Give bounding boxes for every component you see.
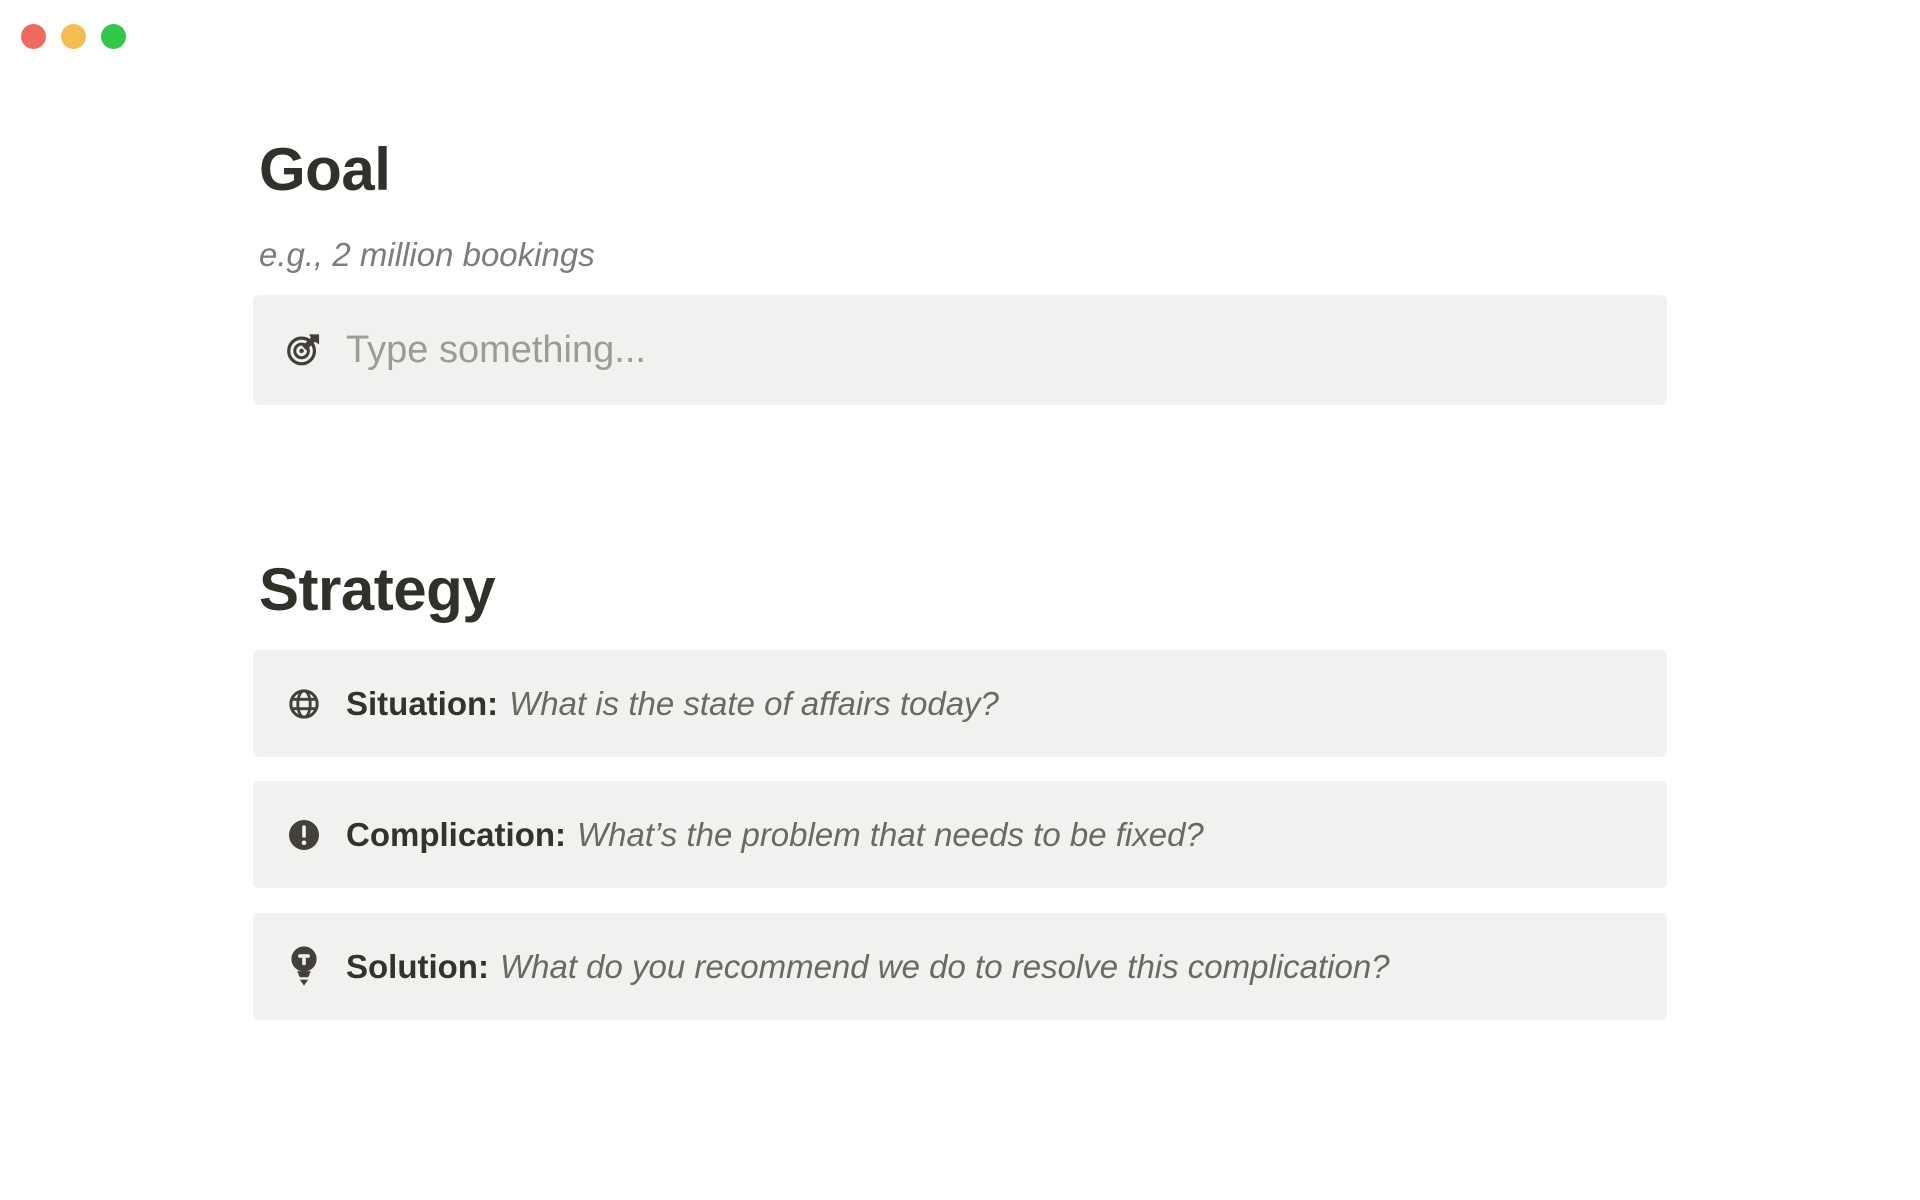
exclamation-icon: [287, 819, 321, 851]
window-controls: [21, 24, 126, 49]
lightbulb-icon: [287, 946, 321, 988]
strategy-callout-situation[interactable]: [253, 650, 1667, 757]
solution-label: Solution:: [346, 947, 489, 985]
goal-text-input[interactable]: [346, 320, 1667, 380]
goal-heading: Goal: [259, 136, 391, 203]
close-button[interactable]: [21, 24, 46, 49]
callout-text: [346, 948, 1390, 986]
strategy-callout-solution[interactable]: [253, 913, 1667, 1020]
solution-question: What do you recommend we do to resolve this complication?: [499, 947, 1390, 985]
goal-hint-text: e.g., 2 million bookings: [259, 236, 595, 273]
strategy-heading: Strategy: [259, 556, 496, 623]
globe-icon: [287, 688, 321, 720]
callout-text: [346, 816, 1204, 854]
strategy-callout-complication[interactable]: [253, 781, 1667, 888]
situation-question: What is the state of affairs today?: [509, 684, 999, 722]
goal-input-box[interactable]: [253, 295, 1667, 405]
zoom-button[interactable]: [101, 24, 126, 49]
callout-text: [346, 685, 999, 723]
situation-label: Situation:: [346, 684, 499, 722]
complication-question: What’s the problem that needs to be fixed?: [577, 815, 1204, 853]
minimize-button[interactable]: [61, 24, 86, 49]
complication-label: Complication:: [346, 815, 566, 853]
target-dart-icon: [286, 333, 320, 367]
